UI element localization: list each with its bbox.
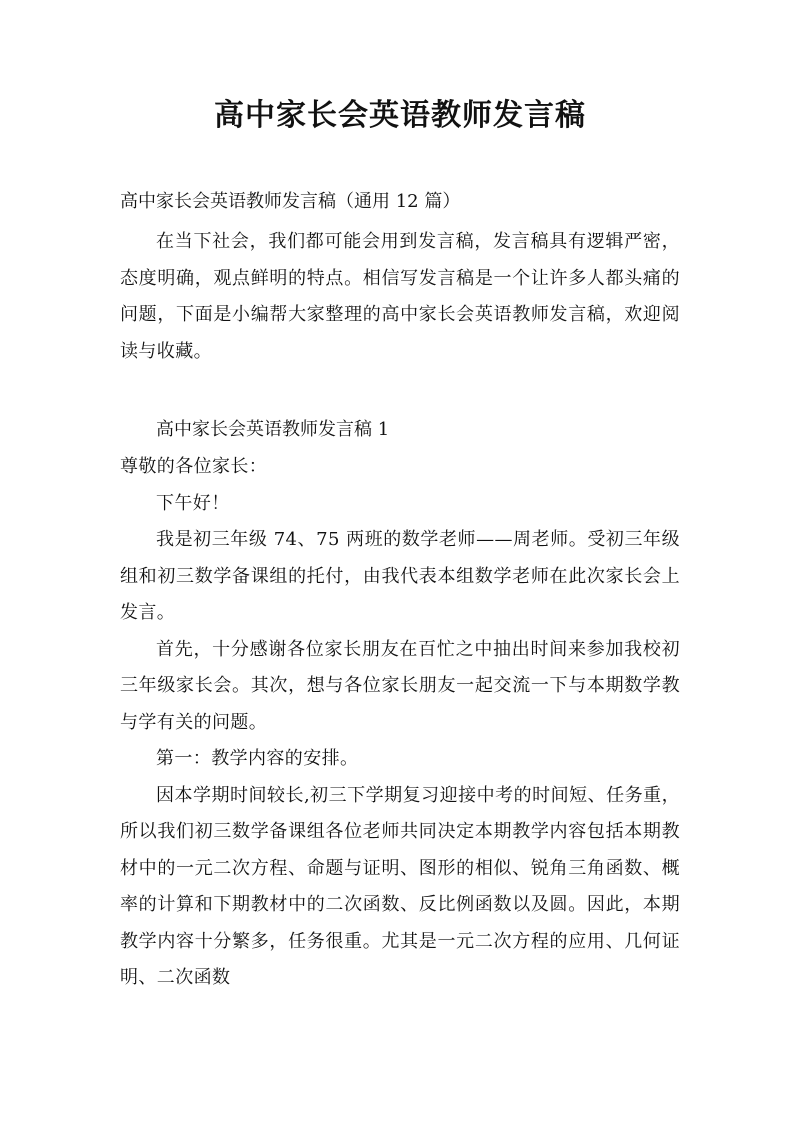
section-title: 高中家长会英语教师发言稿 1 (156, 419, 390, 440)
intro-paragraph: 在当下社会，我们都可能会用到发言稿，发言稿具有逻辑严密，态度明确，观点鲜明的特点。相信写发言稿是一个让许多人都头痛的问题，下面是小编帮大家整理的高中家长会英语教师发言稿，欢迎阅读与收藏。 (120, 231, 680, 362)
body-paragraph: 我是初三年级 74、75 两班的数学老师——周老师。受初三年级组和初三数学备课组的托付，由我代表本组数学老师在此次家长会上发言。 (120, 529, 680, 623)
document-subtitle: 高中家长会英语教师发言稿（通用 12 篇） (120, 191, 461, 212)
body-paragraph: 因本学期时间较长,初三下学期复习迎接中考的时间短、任务重，所以我们初三数学备课组各位老师共同决定本期教学内容包括本期教材中的一元二次方程、命题与证明、图形的相似、锐角三角函数、概率的计算和下期教材中的二次函数、反比例函数以及圆。因此，本期教学内容十分繁多，任务很重。尤其是一元二次方程的应用、几何证明、二次函数 (120, 784, 680, 988)
greeting: 下午好！ (156, 492, 230, 514)
intro-section (120, 224, 680, 370)
body-paragraph: 第一：教学内容的安排。 (156, 748, 359, 769)
document-title: 高中家长会英语教师发言稿 (214, 98, 586, 133)
salutation: 尊敬的各位家长： (120, 456, 268, 477)
speech-body (120, 449, 680, 997)
body-paragraph: 首先，十分感谢各位家长朋友在百忙之中抽出时间来参加我校初三年级家长会。其次，想与各位家长朋友一起交流一下与本期数学教与学有关的问题。 (120, 638, 680, 733)
